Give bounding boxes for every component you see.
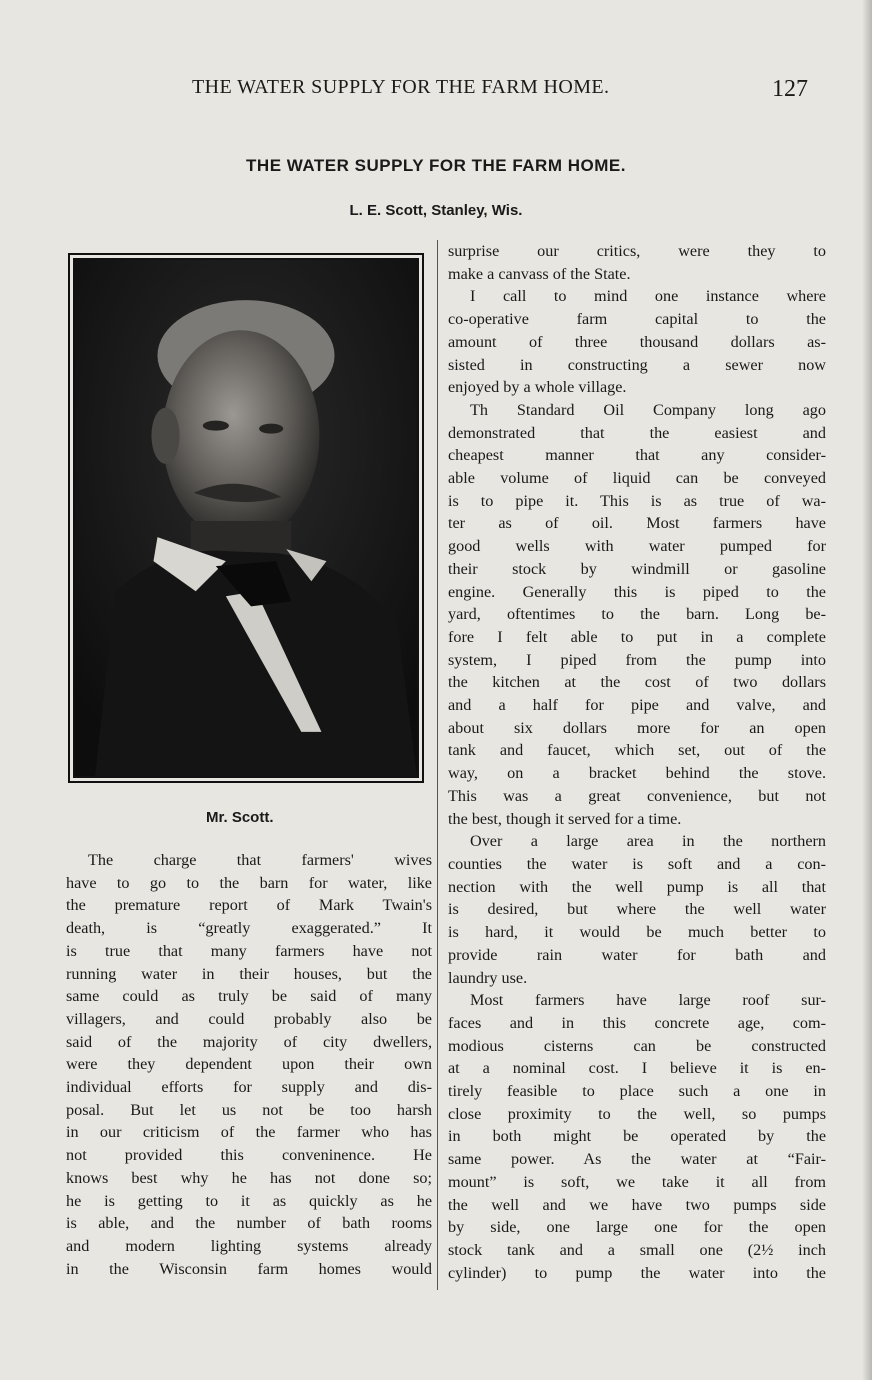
text-line: tirely feasible to place such a one in (448, 1082, 826, 1101)
text-line: counties the water is soft and a con- (448, 854, 826, 873)
text-line: cheapest manner that any consider- (448, 446, 826, 465)
article-title: THE WATER SUPPLY FOR THE FARM HOME. (246, 156, 626, 175)
text-line: fore I felt able to put in a complete (448, 627, 826, 646)
text-line: is hard, it would be much better to (448, 923, 826, 942)
text-line: This was a great convenience, but not (448, 786, 826, 805)
portrait-frame (68, 253, 424, 783)
text-line: engine. Generally this is piped to the (448, 582, 826, 601)
text-line: cylinder) to pump the water into the (448, 1263, 826, 1282)
text-line: individual efforts for supply and dis- (66, 1078, 432, 1097)
text-line: enjoyed by a whole village. (448, 378, 627, 397)
text-line: death, is “greatly exaggerated.” It (66, 919, 432, 938)
text-line: is true that many farmers have not (66, 941, 432, 960)
text-line: villagers, and could probably also be (66, 1009, 432, 1028)
text-line: nection with the well pump is all that (448, 877, 826, 896)
text-line: in our criticism of the farmer who has (66, 1123, 432, 1142)
text-line: not provided this conveninence. He (66, 1146, 432, 1165)
text-line: said of the majority of city dwellers, (66, 1032, 432, 1051)
text-line: way, on a bracket behind the stove. (448, 764, 826, 783)
text-line: is desired, but where the well water (448, 900, 826, 919)
text-line: is to pipe it. This is as true of wa- (448, 491, 826, 510)
text-line: Th Standard Oil Company long ago (470, 400, 826, 419)
text-line: close proximity to the well, so pumps (448, 1104, 826, 1123)
text-line: the well and we have two pumps side (448, 1195, 826, 1214)
text-line: Over a large area in the northern (470, 832, 826, 851)
text-line: tank and faucet, which set, out of the (448, 741, 826, 760)
text-line: about six dollars more for an open (448, 718, 826, 737)
text-line: the premature report of Mark Twain's (66, 896, 432, 915)
text-line: he is getting to it as quickly as he (66, 1191, 432, 1210)
text-line: laundry use. (448, 968, 528, 987)
text-line: have to go to the barn for water, like (66, 873, 432, 892)
text-line: same could as truly be said of many (66, 987, 432, 1006)
text-line: system, I piped from the pump into (448, 650, 826, 669)
text-line: The charge that farmers' wives (88, 851, 432, 869)
portrait-photo (73, 258, 419, 778)
text-line: sisted in constructing a sewer now (448, 355, 826, 374)
photo-caption: Mr. Scott. (206, 809, 274, 826)
text-line: were they dependent upon their own (66, 1055, 432, 1074)
text-line: I call to mind one instance where (470, 287, 826, 306)
text-line: and a half for pipe and valve, and (448, 696, 826, 715)
portrait-illustration (75, 260, 417, 776)
text-line: make a canvass of the State. (448, 264, 631, 283)
text-line: posal. But let us not be too harsh (66, 1100, 432, 1119)
article-byline: L. E. Scott, Stanley, Wis. (349, 202, 523, 219)
page-number: 127 (772, 76, 808, 102)
text-line: able volume of liquid can be conveyed (448, 469, 826, 488)
left-column (66, 849, 432, 1280)
text-line: surprise our critics, were they to (448, 242, 826, 260)
right-column (448, 240, 826, 1284)
text-line: modious cisterns can be constructed (448, 1036, 826, 1055)
text-line: yard, oftentimes to the barn. Long be- (448, 605, 826, 624)
text-line: is able, and the number of bath rooms (66, 1214, 432, 1233)
text-line: in the Wisconsin farm homes would (66, 1259, 432, 1278)
text-line: and modern lighting systems already (66, 1236, 432, 1255)
text-line: in both might be operated by the (448, 1127, 826, 1146)
text-line: knows best why he has not done so; (66, 1168, 432, 1187)
text-line: running water in their houses, but the (66, 964, 432, 983)
text-line: their stock by windmill or gasoline (448, 559, 826, 578)
text-line: stock tank and a small one (2½ inch (448, 1240, 826, 1259)
text-line: mount” is soft, we take it all from (448, 1172, 826, 1191)
text-line: same power. As the water at “Fair- (448, 1150, 826, 1169)
running-head: THE WATER SUPPLY FOR THE FARM HOME. (192, 76, 610, 98)
text-line: good wells with water pumped for (448, 537, 826, 556)
text-line: the kitchen at the cost of two dollars (448, 673, 826, 692)
text-line: faces and in this concrete age, com- (448, 1013, 826, 1032)
text-line: at a nominal cost. I believe it is en- (448, 1059, 826, 1078)
column-divider (437, 240, 438, 1290)
text-line: the best, though it served for a time. (448, 809, 682, 828)
text-line: Most farmers have large roof sur- (470, 991, 826, 1010)
text-line: co-operative farm capital to the (448, 310, 826, 329)
text-line: amount of three thousand dollars as- (448, 332, 826, 351)
text-line: by side, one large one for the open (448, 1218, 826, 1237)
text-line: ter as of oil. Most farmers have (448, 514, 826, 533)
text-line: demonstrated that the easiest and (448, 423, 826, 442)
text-line: provide rain water for bath and (448, 945, 826, 964)
